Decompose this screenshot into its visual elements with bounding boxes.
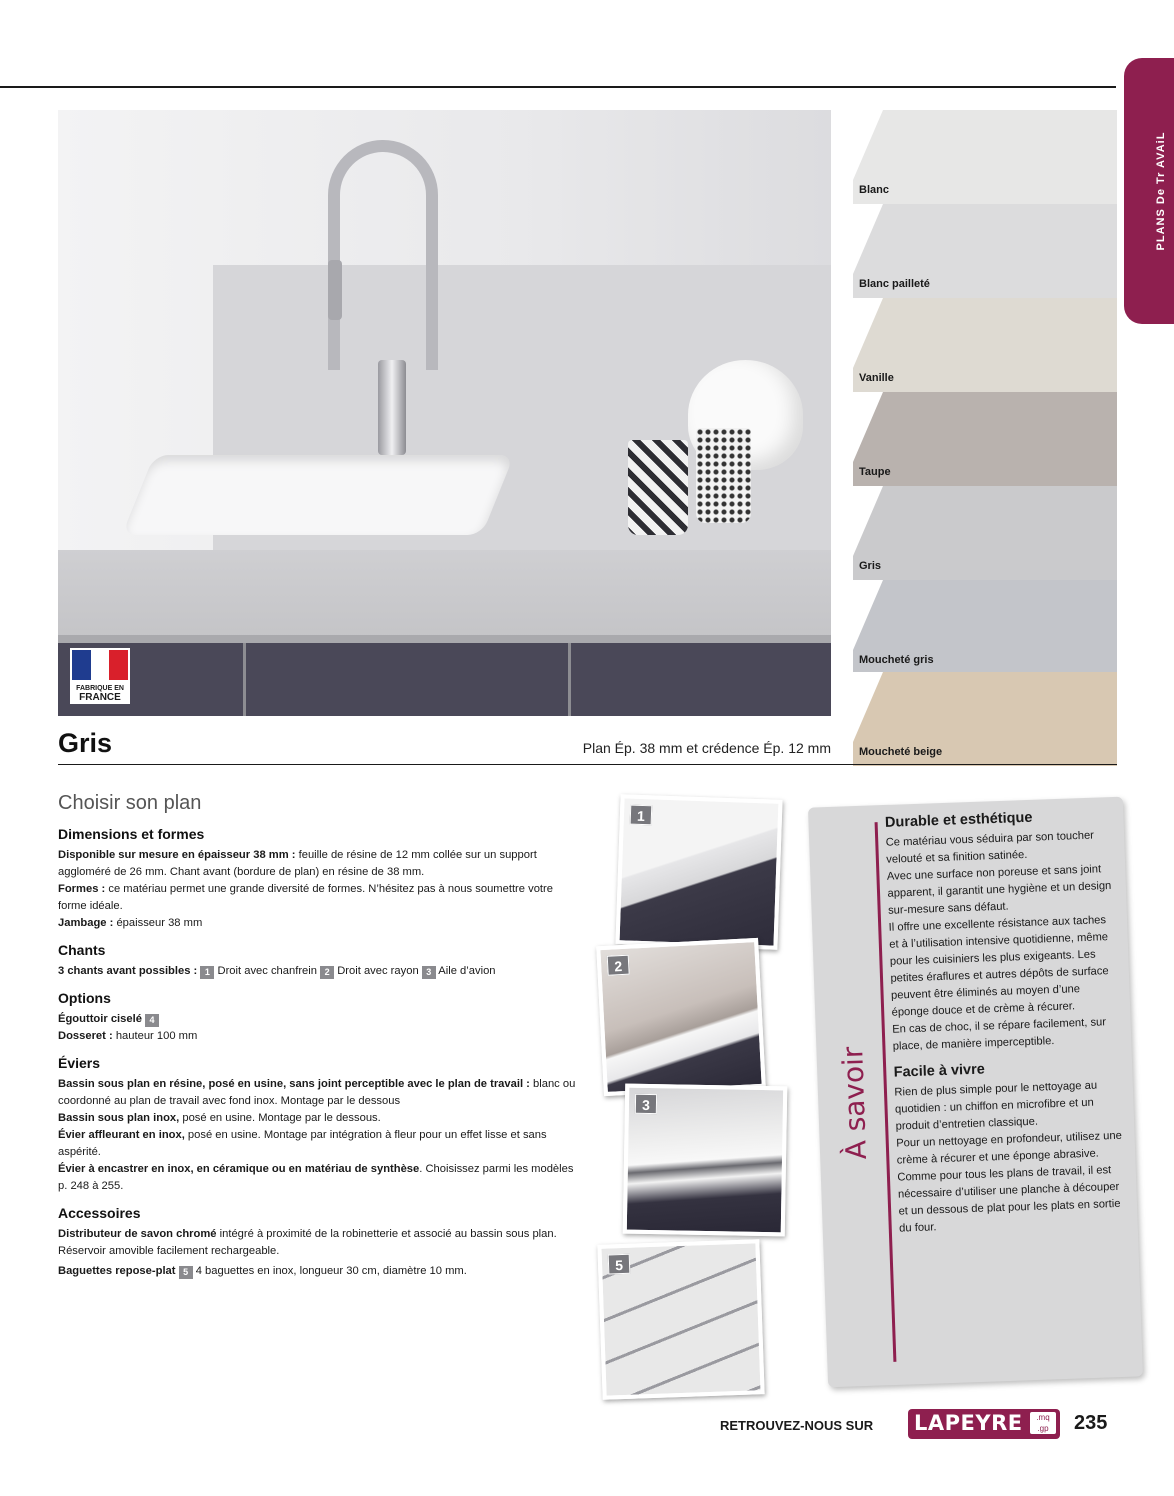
options-text-1: Égouttoir ciselé 4 — [58, 1011, 578, 1028]
swatch-taupe[interactable]: Taupe — [853, 392, 1117, 486]
info-heading-facile: Facile à vivre — [893, 1061, 986, 1081]
dimensions-text-3: Jambage : épaisseur 38 mm — [58, 917, 203, 929]
detail-photo-edge-2 — [596, 938, 766, 1096]
info-text: Avec une surface non poreuse et sans joint apparent, il garantit une hygiène et un design sur-mesure sans défaut. — [886, 863, 1112, 917]
product-title: Gris — [58, 728, 113, 758]
color-swatches — [853, 110, 1117, 766]
cup — [696, 428, 751, 523]
accessoires-heading: Accessoires — [58, 1205, 141, 1221]
options-heading: Options — [58, 990, 111, 1006]
section-heading: Choisir son plan — [58, 792, 202, 814]
detail-number-badge: 5 — [608, 1254, 631, 1275]
chants-heading: Chants — [58, 942, 106, 958]
product-subtitle: Plan Ép. 38 mm et crédence Ép. 12 mm — [582, 740, 831, 756]
number-badge: 1 — [200, 966, 214, 979]
info-text: Ce matériau vous séduira par son toucher velouté et sa finition satinée. — [885, 829, 1095, 866]
accessoires-text-2: Baguettes repose-plat 5 4 baguettes en inox, longueur 30 cm, diamètre 10 mm. — [58, 1265, 467, 1277]
detail-photo-edge-3 — [623, 1084, 788, 1237]
dimensions-heading: Dimensions et formes — [58, 826, 205, 842]
hero-photo — [58, 110, 831, 716]
lapeyre-logo[interactable] — [908, 1409, 1060, 1439]
footer-text: RETROUVEZ-NOUS SUR — [720, 1418, 874, 1433]
product-description — [58, 790, 578, 1280]
top-rule — [0, 86, 1116, 88]
info-text: Pour un nettoyage en profondeur, utilisez une crème à récurer et une éponge abrasive. — [896, 1129, 1123, 1167]
detail-photo-rods — [597, 1239, 764, 1400]
cabinets — [58, 643, 831, 716]
chants-text: 3 chants avant possibles : 1 Droit avec chanfrein 2 Droit avec rayon 3 Aile d’avion — [58, 965, 496, 977]
france-flag-icon — [70, 648, 130, 682]
section-tab[interactable] — [1124, 58, 1174, 324]
detail-number-badge: 1 — [630, 805, 653, 826]
info-box-tag: À savoir — [836, 1046, 873, 1160]
info-text: Comme pour tous les plans de travail, il est nécessaire d’utiliser une planche à découper et un dessous de plat pour les plats en sortie du four. — [897, 1164, 1121, 1235]
swatch-blanc-paillete[interactable]: Blanc pailleté — [853, 204, 1117, 298]
info-text: Il offre une excellente résistance aux taches et à l’utilisation intensive quotidienne, même pour les cuisiniers les plus exigeants. Les petites éraflures et autres dépôts de surface peuvent être éliminés au moyen d’une éponge douce et de crème à récurer. — [888, 914, 1109, 1019]
eviers-text-4: Évier à encastrer en inox, en céramique ou en matériau de synthèse. Choisissez parmi les modèles p. 248 à 255. — [58, 1163, 574, 1192]
info-text: Rien de plus simple pour le nettoyage au quotidien : un chiffon en microfibre et un produit d’entretien classique. — [894, 1079, 1098, 1133]
cup — [628, 440, 688, 535]
dimensions-text-1: Disponible sur mesure en épaisseur 38 mm : feuille de résine de 12 mm collée sur un support aggloméré de 26 mm. Chant avant (bordure de plan) en résine de 38 mm. — [58, 849, 537, 878]
number-badge: 4 — [145, 1014, 159, 1027]
accessoires-text-1: Distributeur de savon chromé intégré à proximité de la robinetterie et associé au bassin sous plan. Réservoir amovible facilement rechargeable. — [58, 1228, 557, 1257]
eviers-text-2: Bassin sous plan inox, posé en usine. Montage par le dessous. — [58, 1112, 381, 1124]
detail-number-badge: 3 — [635, 1094, 657, 1114]
title-rule — [58, 764, 1117, 765]
swatch-mouchete-gris[interactable]: Moucheté gris — [853, 580, 1117, 674]
info-text: En cas de choc, il se répare facilement, sur place, de manière imperceptible. — [892, 1016, 1107, 1053]
number-badge: 3 — [422, 966, 436, 979]
number-badge: 2 — [320, 966, 334, 979]
options-text-2: Dosseret : hauteur 100 mm — [58, 1030, 198, 1042]
sink — [122, 455, 514, 535]
eviers-text-3: Évier affleurant en inox, posé en usine. Montage par intégration à fleur pour un effet lisse et sans aspérité. — [58, 1129, 547, 1158]
swatch-vanille[interactable]: Vanille — [853, 298, 1117, 392]
info-heading-durable: Durable et esthétique — [884, 809, 1033, 831]
eviers-heading: Éviers — [58, 1055, 101, 1071]
detail-number-badge: 2 — [607, 955, 630, 976]
page-number: 235 — [1074, 1412, 1108, 1434]
swatch-mouchete-beige[interactable]: Moucheté beige — [853, 672, 1117, 766]
section-tab-label: PLANS De Tr AVAiL — [1155, 131, 1167, 251]
logo-word: LAPEYRE — [914, 1411, 1023, 1435]
swatch-gris[interactable]: Gris — [853, 486, 1117, 580]
made-in-france-badge: FABRIQUE EN FRANCE — [70, 648, 130, 706]
detail-photo-edge-1 — [615, 794, 782, 950]
number-badge: 5 — [179, 1266, 193, 1279]
swatch-blanc[interactable]: Blanc — [853, 110, 1117, 204]
logo-domains: .mq .gp — [1030, 1412, 1056, 1434]
faucet — [328, 140, 438, 370]
info-box-content — [871, 804, 1126, 1238]
eviers-text-1: Bassin sous plan en résine, posé en usine, sans joint perceptible avec le plan de travail : blanc ou coordonné au plan de travail avec fond inox. Montage par le dessous — [58, 1078, 576, 1107]
dimensions-text-2: Formes : ce matériau permet une grande diversité de formes. N’hésitez pas à nous soumettre votre forme idéale. — [58, 883, 553, 912]
